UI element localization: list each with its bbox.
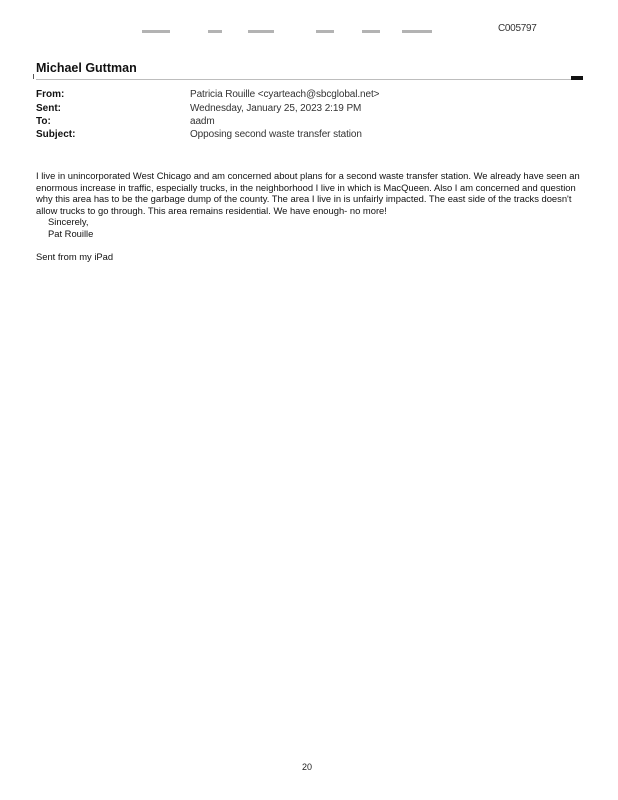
from-label: From: <box>36 89 65 100</box>
edge-mark <box>33 74 34 79</box>
from-value: Patricia Rouille <cyarteach@sbcglobal.net> <box>190 89 380 100</box>
faint-mark <box>208 30 222 33</box>
subject-value: Opposing second waste transfer station <box>190 129 362 140</box>
sent-from-note: Sent from my iPad <box>36 251 114 262</box>
side-mark <box>571 76 583 80</box>
page-number: 20 <box>302 762 313 772</box>
signature-line: Pat Rouille <box>48 227 94 239</box>
faint-mark <box>142 30 170 33</box>
to-label: To: <box>36 116 51 127</box>
closing-line: Sincerely, <box>48 216 89 228</box>
sent-label: Sent: <box>36 103 61 114</box>
faint-mark <box>248 30 274 33</box>
header-rule <box>36 79 582 80</box>
sent-value: Wednesday, January 25, 2023 2:19 PM <box>190 103 362 114</box>
subject-row <box>36 129 596 143</box>
sender-name: Michael Guttman <box>36 61 137 75</box>
to-value: aadm <box>190 116 215 127</box>
to-row <box>36 116 596 130</box>
subject-label: Subject: <box>36 129 76 140</box>
faint-mark <box>402 30 432 33</box>
document-id: C005797 <box>498 23 537 34</box>
from-row <box>36 89 596 103</box>
faint-mark <box>316 30 334 33</box>
body-paragraph: I live in unincorporated West Chicago and am concerned about plans for a second waste transfer station. We already have seen an enormous increase in traffic, especially trucks, in the neighborhood I live in which is MacQueen. Also I am concerned and question why this area has to be the garbage dump of the county. The area I live in is unfairly impacted. The east side of the tracks doesn't allow trucks to go through. This area remains residential. We have enough- no more! <box>36 170 580 216</box>
faint-mark <box>362 30 380 33</box>
sent-row <box>36 103 596 117</box>
email-body <box>36 170 584 240</box>
